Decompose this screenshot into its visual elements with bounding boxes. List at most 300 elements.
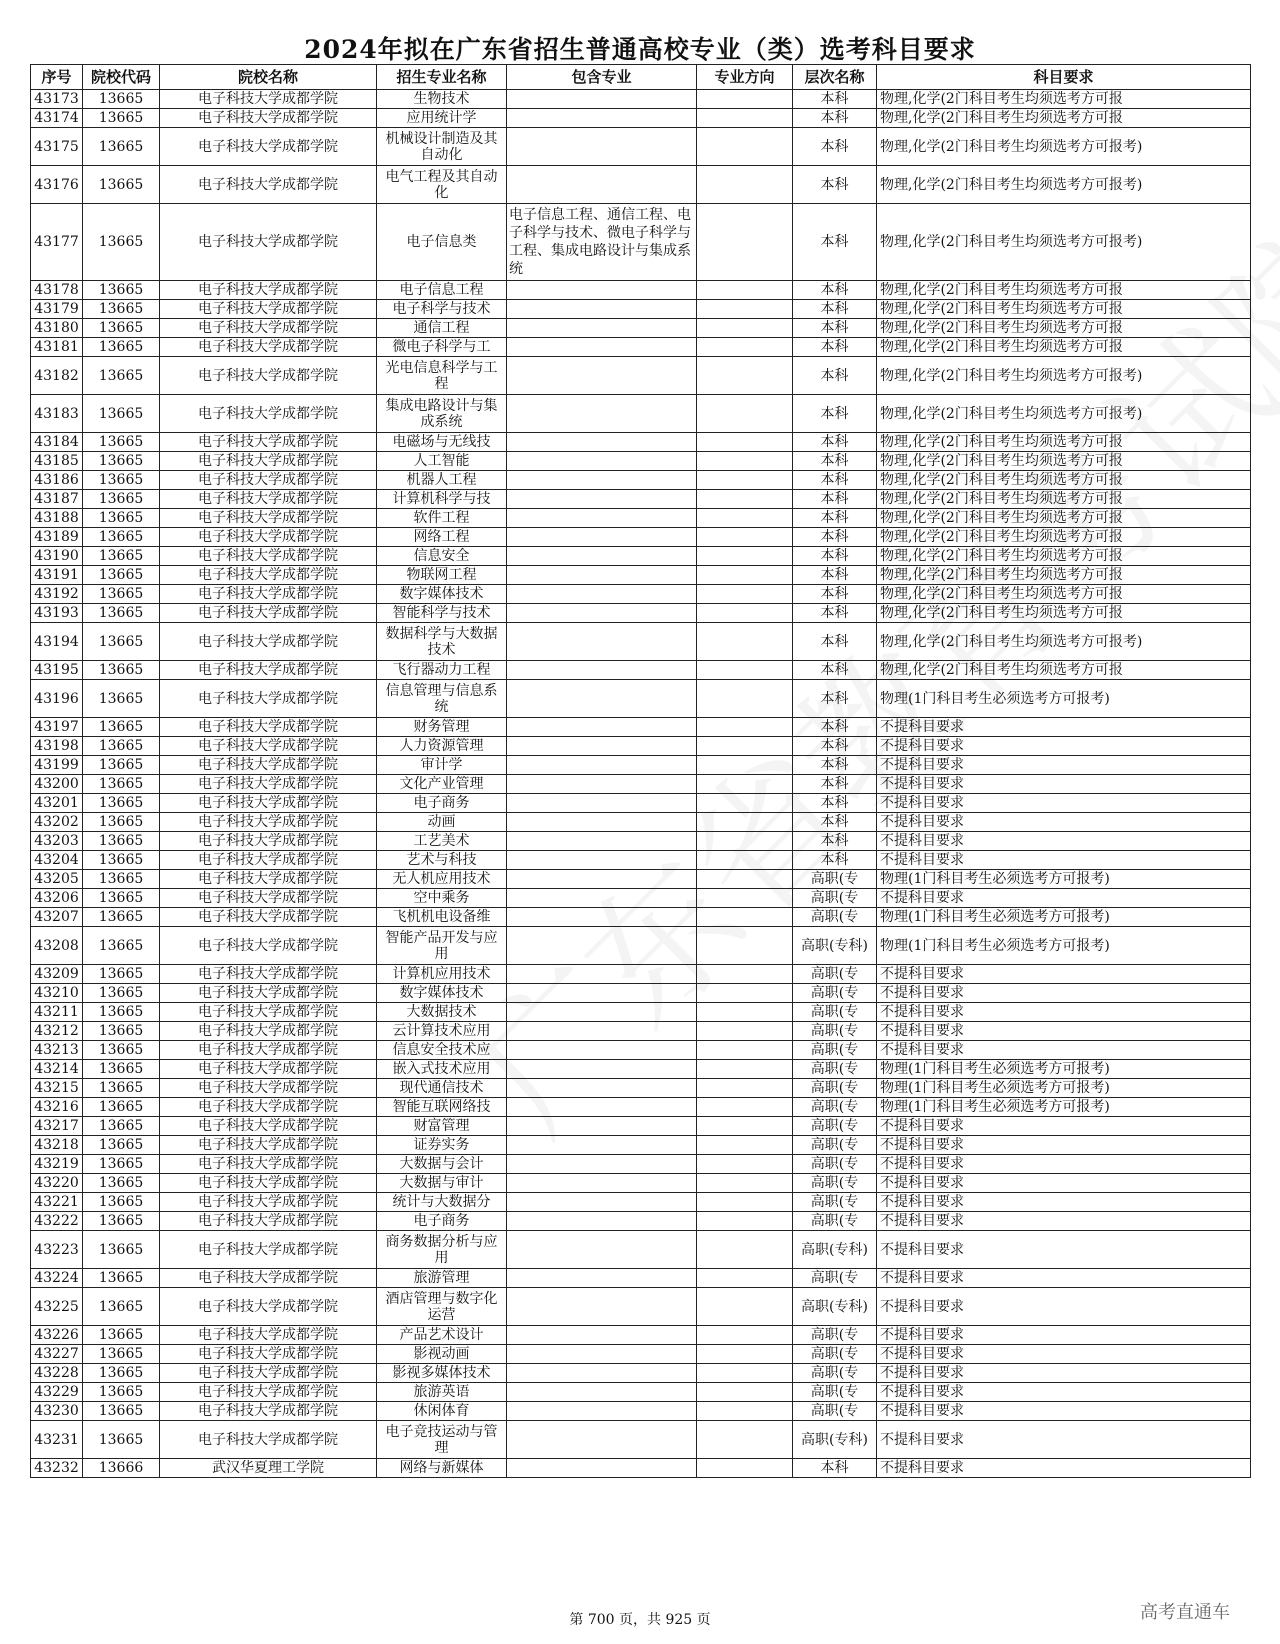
table-row (31, 433, 1251, 452)
included-majors (507, 1421, 697, 1459)
included-majors (507, 775, 697, 794)
level-name: 高职(专 (793, 1345, 877, 1364)
major-direction (697, 1269, 793, 1288)
row-no: 43188 (31, 509, 83, 528)
major-direction (697, 109, 793, 128)
subject-requirement: 物理,化学(2门科目考生均须选考方可报 (877, 490, 1251, 509)
level-name: 本科 (793, 661, 877, 680)
subject-requirement: 物理,化学(2门科目考生均须选考方可报 (877, 319, 1251, 338)
row-no: 43182 (31, 357, 83, 395)
major-name: 财务管理 (377, 718, 507, 737)
included-majors (507, 604, 697, 623)
table-row (31, 109, 1251, 128)
table-row (31, 832, 1251, 851)
school-code: 13665 (83, 794, 160, 813)
included-majors (507, 338, 697, 357)
level-name: 本科 (793, 547, 877, 566)
school-name: 电子科技大学成都学院 (160, 338, 377, 357)
school-code: 13665 (83, 813, 160, 832)
school-name: 电子科技大学成都学院 (160, 832, 377, 851)
major-direction (697, 1155, 793, 1174)
level-name: 高职(专 (793, 1383, 877, 1402)
row-no: 43192 (31, 585, 83, 604)
subject-requirement: 不提科目要求 (877, 851, 1251, 870)
school-code: 13665 (83, 90, 160, 109)
included-majors (507, 109, 697, 128)
subject-requirement: 不提科目要求 (877, 1421, 1251, 1459)
level-name: 高职(专 (793, 870, 877, 889)
major-name: 信息安全技术应 (377, 1041, 507, 1060)
major-direction (697, 1098, 793, 1117)
subject-requirement: 不提科目要求 (877, 1364, 1251, 1383)
major-direction (697, 319, 793, 338)
level-name: 本科 (793, 528, 877, 547)
school-code: 13665 (83, 1136, 160, 1155)
school-name: 电子科技大学成都学院 (160, 927, 377, 965)
level-name: 高职(专科) (793, 1421, 877, 1459)
school-code: 13665 (83, 680, 160, 718)
subject-requirement: 不提科目要求 (877, 1345, 1251, 1364)
school-name: 电子科技大学成都学院 (160, 204, 377, 281)
level-name: 高职(专科) (793, 927, 877, 965)
row-no: 43198 (31, 737, 83, 756)
school-name: 电子科技大学成都学院 (160, 661, 377, 680)
table-row (31, 1060, 1251, 1079)
school-name: 电子科技大学成都学院 (160, 585, 377, 604)
level-name: 本科 (793, 452, 877, 471)
table-row (31, 490, 1251, 509)
school-code: 13665 (83, 1079, 160, 1098)
level-name: 高职(专 (793, 1155, 877, 1174)
included-majors (507, 1383, 697, 1402)
major-name: 电子信息工程 (377, 281, 507, 300)
subject-requirement: 不提科目要求 (877, 1288, 1251, 1326)
included-majors: 电子信息工程、通信工程、电子科学与技术、微电子科学与工程、集成电路设计与集成系统 (507, 204, 697, 281)
school-code: 13665 (83, 737, 160, 756)
table-header-row (31, 65, 1251, 90)
major-direction (697, 775, 793, 794)
level-name: 本科 (793, 433, 877, 452)
table-row (31, 1022, 1251, 1041)
major-name: 艺术与科技 (377, 851, 507, 870)
included-majors (507, 984, 697, 1003)
major-name: 飞行器动力工程 (377, 661, 507, 680)
school-code: 13665 (83, 908, 160, 927)
level-name: 高职(专 (793, 1041, 877, 1060)
level-name: 高职(专 (793, 1136, 877, 1155)
included-majors (507, 889, 697, 908)
included-majors (507, 1326, 697, 1345)
school-code: 13665 (83, 1060, 160, 1079)
table-row (31, 128, 1251, 166)
table-row (31, 604, 1251, 623)
row-no: 43215 (31, 1079, 83, 1098)
table-row (31, 338, 1251, 357)
included-majors (507, 1003, 697, 1022)
major-name: 数据科学与大数据技术 (377, 623, 507, 661)
school-name: 电子科技大学成都学院 (160, 1326, 377, 1345)
subject-requirement: 物理,化学(2门科目考生均须选考方可报考) (877, 623, 1251, 661)
school-code: 13665 (83, 1421, 160, 1459)
table-row (31, 1269, 1251, 1288)
row-no: 43229 (31, 1383, 83, 1402)
table-row (31, 1098, 1251, 1117)
major-direction (697, 1231, 793, 1269)
row-no: 43219 (31, 1155, 83, 1174)
included-majors (507, 166, 697, 204)
subject-requirement: 物理,化学(2门科目考生均须选考方可报 (877, 547, 1251, 566)
major-name: 电子商务 (377, 794, 507, 813)
school-name: 电子科技大学成都学院 (160, 756, 377, 775)
subject-requirement: 不提科目要求 (877, 1155, 1251, 1174)
subject-requirement: 物理(1门科目考生必须选考方可报考) (877, 1060, 1251, 1079)
school-name: 电子科技大学成都学院 (160, 794, 377, 813)
school-code: 13665 (83, 128, 160, 166)
major-name: 网络工程 (377, 528, 507, 547)
school-code: 13665 (83, 528, 160, 547)
major-name: 电气工程及其自动化 (377, 166, 507, 204)
major-direction (697, 128, 793, 166)
table-row (31, 204, 1251, 281)
subject-requirement: 不提科目要求 (877, 965, 1251, 984)
school-name: 电子科技大学成都学院 (160, 509, 377, 528)
major-name: 休闲体育 (377, 1402, 507, 1421)
page-footer: 第 700 页，共 925 页 (569, 1612, 711, 1628)
level-name: 本科 (793, 851, 877, 870)
subject-requirement: 不提科目要求 (877, 1231, 1251, 1269)
included-majors (507, 471, 697, 490)
row-no: 43201 (31, 794, 83, 813)
included-majors (507, 965, 697, 984)
major-direction (697, 471, 793, 490)
major-direction (697, 1326, 793, 1345)
school-name: 电子科技大学成都学院 (160, 1003, 377, 1022)
school-name: 电子科技大学成都学院 (160, 1421, 377, 1459)
school-code: 13665 (83, 395, 160, 433)
major-direction (697, 528, 793, 547)
major-name: 现代通信技术 (377, 1079, 507, 1098)
subject-requirement: 物理,化学(2门科目考生均须选考方可报 (877, 281, 1251, 300)
major-name: 人力资源管理 (377, 737, 507, 756)
row-no: 43176 (31, 166, 83, 204)
major-name: 产品艺术设计 (377, 1326, 507, 1345)
school-code: 13665 (83, 566, 160, 585)
school-name: 电子科技大学成都学院 (160, 1364, 377, 1383)
school-code: 13665 (83, 300, 160, 319)
subject-requirement: 不提科目要求 (877, 1041, 1251, 1060)
major-direction (697, 984, 793, 1003)
level-name: 高职(专 (793, 1079, 877, 1098)
school-code: 13665 (83, 547, 160, 566)
table-row (31, 984, 1251, 1003)
major-name: 网络与新媒体 (377, 1459, 507, 1478)
school-code: 13665 (83, 281, 160, 300)
school-code: 13665 (83, 623, 160, 661)
table-row (31, 775, 1251, 794)
table-row (31, 395, 1251, 433)
level-name: 高职(专 (793, 908, 877, 927)
col-header-requirement: 科目要求 (877, 65, 1251, 90)
major-name: 电子商务 (377, 1212, 507, 1231)
level-name: 本科 (793, 204, 877, 281)
major-name: 智能科学与技术 (377, 604, 507, 623)
row-no: 43175 (31, 128, 83, 166)
school-name: 电子科技大学成都学院 (160, 90, 377, 109)
table-row (31, 1193, 1251, 1212)
subject-requirement: 物理,化学(2门科目考生均须选考方可报考) (877, 395, 1251, 433)
included-majors (507, 661, 697, 680)
subject-requirement: 物理,化学(2门科目考生均须选考方可报考) (877, 166, 1251, 204)
table-row (31, 756, 1251, 775)
school-code: 13666 (83, 1459, 160, 1478)
school-name: 电子科技大学成都学院 (160, 680, 377, 718)
row-no: 43179 (31, 300, 83, 319)
major-direction (697, 851, 793, 870)
included-majors (507, 1193, 697, 1212)
school-name: 电子科技大学成都学院 (160, 281, 377, 300)
table-row (31, 1041, 1251, 1060)
subject-requirement: 物理,化学(2门科目考生均须选考方可报 (877, 300, 1251, 319)
school-code: 13665 (83, 1041, 160, 1060)
table-row (31, 1326, 1251, 1345)
subject-requirement: 不提科目要求 (877, 1326, 1251, 1345)
school-code: 13665 (83, 1288, 160, 1326)
major-direction (697, 1174, 793, 1193)
major-direction (697, 623, 793, 661)
row-no: 43231 (31, 1421, 83, 1459)
level-name: 本科 (793, 166, 877, 204)
major-direction (697, 547, 793, 566)
table-row (31, 566, 1251, 585)
subject-requirement: 不提科目要求 (877, 1193, 1251, 1212)
major-name: 旅游管理 (377, 1269, 507, 1288)
table-row (31, 1003, 1251, 1022)
school-code: 13665 (83, 661, 160, 680)
subject-requirement: 不提科目要求 (877, 889, 1251, 908)
major-direction (697, 490, 793, 509)
major-name: 信息安全 (377, 547, 507, 566)
school-name: 电子科技大学成都学院 (160, 109, 377, 128)
level-name: 本科 (793, 90, 877, 109)
included-majors (507, 623, 697, 661)
table-row (31, 547, 1251, 566)
row-no: 43184 (31, 433, 83, 452)
table-row (31, 1459, 1251, 1478)
school-name: 电子科技大学成都学院 (160, 528, 377, 547)
major-name: 统计与大数据分 (377, 1193, 507, 1212)
school-name: 电子科技大学成都学院 (160, 1060, 377, 1079)
included-majors (507, 281, 697, 300)
school-code: 13665 (83, 1212, 160, 1231)
table-row (31, 870, 1251, 889)
subject-requirement: 不提科目要求 (877, 1003, 1251, 1022)
major-direction (697, 661, 793, 680)
school-code: 13665 (83, 1155, 160, 1174)
major-name: 工艺美术 (377, 832, 507, 851)
school-code: 13665 (83, 1269, 160, 1288)
subject-requirement: 物理(1门科目考生必须选考方可报考) (877, 1098, 1251, 1117)
col-header-code: 院校代码 (83, 65, 160, 90)
row-no: 43187 (31, 490, 83, 509)
major-name: 电子科学与技术 (377, 300, 507, 319)
school-name: 电子科技大学成都学院 (160, 851, 377, 870)
level-name: 高职(专 (793, 1098, 877, 1117)
included-majors (507, 718, 697, 737)
row-no: 43178 (31, 281, 83, 300)
school-code: 13665 (83, 319, 160, 338)
subject-requirement: 物理,化学(2门科目考生均须选考方可报考) (877, 357, 1251, 395)
table-row (31, 1364, 1251, 1383)
level-name: 本科 (793, 281, 877, 300)
school-name: 电子科技大学成都学院 (160, 357, 377, 395)
page-title: 2024年拟在广东省招生普通高校专业（类）选考科目要求 (304, 35, 976, 64)
school-name: 电子科技大学成都学院 (160, 1174, 377, 1193)
table-row (31, 965, 1251, 984)
level-name: 高职(专 (793, 1117, 877, 1136)
table-row (31, 1345, 1251, 1364)
table-row (31, 1174, 1251, 1193)
school-code: 13665 (83, 338, 160, 357)
level-name: 本科 (793, 109, 877, 128)
school-name: 电子科技大学成都学院 (160, 128, 377, 166)
major-name: 酒店管理与数字化运营 (377, 1288, 507, 1326)
table-row (31, 1421, 1251, 1459)
major-direction (697, 1402, 793, 1421)
major-direction (697, 585, 793, 604)
row-no: 43223 (31, 1231, 83, 1269)
row-no: 43190 (31, 547, 83, 566)
major-direction (697, 1136, 793, 1155)
included-majors (507, 1231, 697, 1269)
row-no: 43212 (31, 1022, 83, 1041)
school-name: 电子科技大学成都学院 (160, 1345, 377, 1364)
subject-requirement: 不提科目要求 (877, 1174, 1251, 1193)
school-name: 电子科技大学成都学院 (160, 1136, 377, 1155)
school-name: 电子科技大学成都学院 (160, 737, 377, 756)
included-majors (507, 1136, 697, 1155)
included-majors (507, 1364, 697, 1383)
major-direction (697, 1383, 793, 1402)
school-name: 电子科技大学成都学院 (160, 870, 377, 889)
row-no: 43213 (31, 1041, 83, 1060)
row-no: 43216 (31, 1098, 83, 1117)
row-no: 43214 (31, 1060, 83, 1079)
major-name: 无人机应用技术 (377, 870, 507, 889)
major-name: 动画 (377, 813, 507, 832)
table-row (31, 1383, 1251, 1402)
major-name: 大数据技术 (377, 1003, 507, 1022)
major-direction (697, 204, 793, 281)
row-no: 43186 (31, 471, 83, 490)
row-no: 43227 (31, 1345, 83, 1364)
school-name: 电子科技大学成都学院 (160, 1212, 377, 1231)
table-row (31, 1136, 1251, 1155)
school-code: 13665 (83, 1231, 160, 1269)
major-name: 嵌入式技术应用 (377, 1060, 507, 1079)
major-name: 信息管理与信息系统 (377, 680, 507, 718)
row-no: 43191 (31, 566, 83, 585)
school-code: 13665 (83, 1022, 160, 1041)
major-name: 审计学 (377, 756, 507, 775)
subject-requirement: 物理(1门科目考生必须选考方可报考) (877, 927, 1251, 965)
included-majors (507, 851, 697, 870)
row-no: 43228 (31, 1364, 83, 1383)
major-name: 大数据与审计 (377, 1174, 507, 1193)
level-name: 本科 (793, 680, 877, 718)
included-majors (507, 433, 697, 452)
row-no: 43230 (31, 1402, 83, 1421)
row-no: 43224 (31, 1269, 83, 1288)
subject-requirement: 不提科目要求 (877, 756, 1251, 775)
school-code: 13665 (83, 756, 160, 775)
major-direction (697, 90, 793, 109)
subject-requirement: 不提科目要求 (877, 718, 1251, 737)
level-name: 本科 (793, 338, 877, 357)
major-name: 电子信息类 (377, 204, 507, 281)
included-majors (507, 1155, 697, 1174)
school-name: 电子科技大学成都学院 (160, 1231, 377, 1269)
level-name: 高职(专 (793, 1193, 877, 1212)
major-name: 文化产业管理 (377, 775, 507, 794)
school-code: 13665 (83, 1364, 160, 1383)
level-name: 本科 (793, 794, 877, 813)
school-code: 13665 (83, 109, 160, 128)
school-code: 13665 (83, 1326, 160, 1345)
major-name: 商务数据分析与应用 (377, 1231, 507, 1269)
school-code: 13665 (83, 832, 160, 851)
school-name: 电子科技大学成都学院 (160, 1117, 377, 1136)
row-no: 43232 (31, 1459, 83, 1478)
level-name: 本科 (793, 300, 877, 319)
major-direction (697, 756, 793, 775)
row-no: 43173 (31, 90, 83, 109)
school-name: 电子科技大学成都学院 (160, 984, 377, 1003)
subject-requirement: 物理(1门科目考生必须选考方可报考) (877, 870, 1251, 889)
major-direction (697, 1421, 793, 1459)
table-row (31, 585, 1251, 604)
major-direction (697, 965, 793, 984)
major-direction (697, 1022, 793, 1041)
col-header-school: 院校名称 (160, 65, 377, 90)
school-code: 13665 (83, 1117, 160, 1136)
major-name: 空中乘务 (377, 889, 507, 908)
major-direction (697, 908, 793, 927)
included-majors (507, 528, 697, 547)
subject-requirement: 物理,化学(2门科目考生均须选考方可报 (877, 109, 1251, 128)
major-direction (697, 1193, 793, 1212)
included-majors (507, 395, 697, 433)
subject-requirement: 物理,化学(2门科目考生均须选考方可报考) (877, 128, 1251, 166)
included-majors (507, 319, 697, 338)
school-name: 电子科技大学成都学院 (160, 490, 377, 509)
level-name: 本科 (793, 471, 877, 490)
school-name: 电子科技大学成都学院 (160, 1193, 377, 1212)
included-majors (507, 1022, 697, 1041)
level-name: 本科 (793, 1459, 877, 1478)
subject-requirement: 物理,化学(2门科目考生均须选考方可报 (877, 90, 1251, 109)
table-row (31, 1402, 1251, 1421)
school-name: 电子科技大学成都学院 (160, 1288, 377, 1326)
major-direction (697, 889, 793, 908)
table-row (31, 908, 1251, 927)
school-code: 13665 (83, 1098, 160, 1117)
row-no: 43211 (31, 1003, 83, 1022)
school-code: 13665 (83, 1003, 160, 1022)
school-code: 13665 (83, 984, 160, 1003)
row-no: 43193 (31, 604, 83, 623)
major-direction (697, 1345, 793, 1364)
included-majors (507, 756, 697, 775)
